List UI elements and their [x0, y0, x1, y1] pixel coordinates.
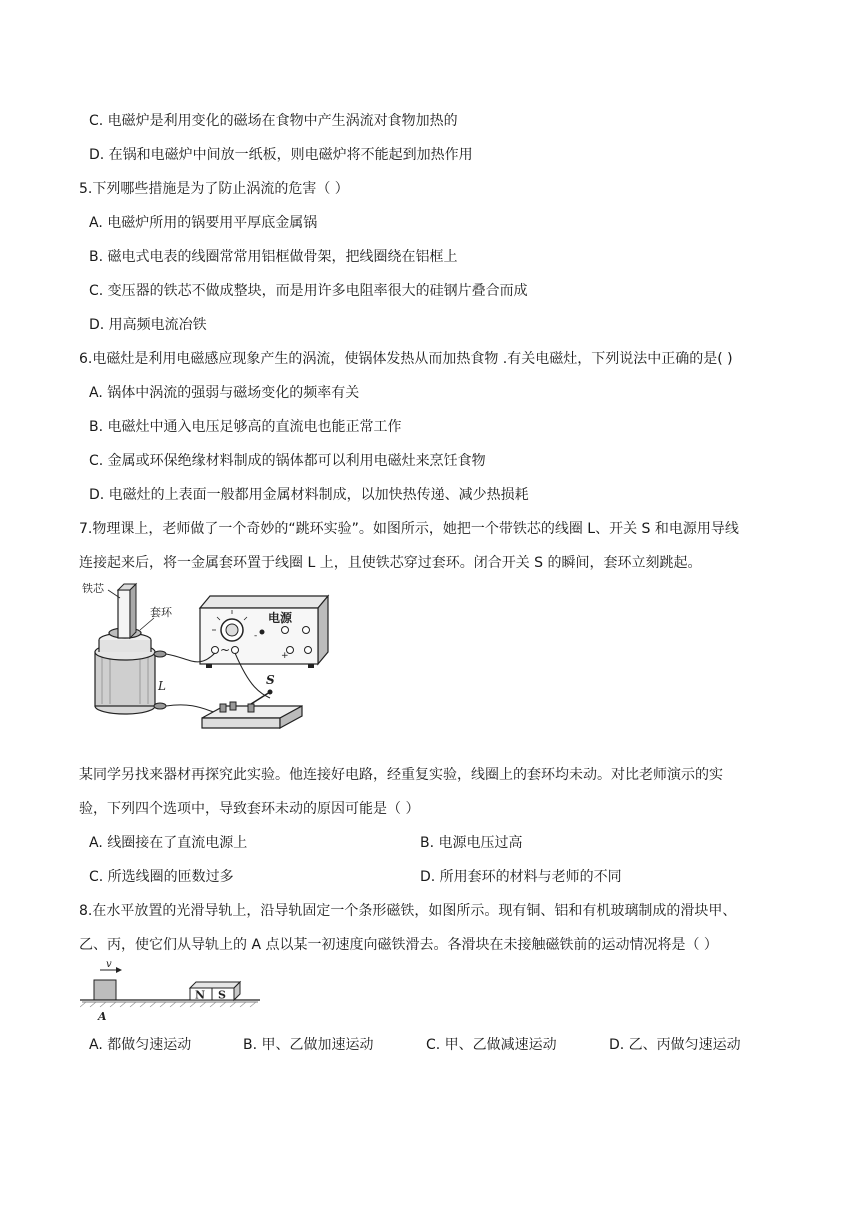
jumping-ring-diagram	[80, 578, 350, 738]
q5-option-c: C. 变压器的铁芯不做成整块，而是用许多电阻率很大的硅钢片叠合而成	[89, 283, 528, 299]
q7-stem-line2: 连接起来后，将一金属套环置于线圈 L 上，且使铁芯穿过套环。闭合开关 S 的瞬间，套环立刻跳起。	[79, 555, 702, 571]
q5-option-a: A. 电磁炉所用的锅要用平厚底金属锅	[89, 215, 318, 231]
label-velocity-v: v	[106, 960, 112, 970]
label-ac-symbol: ~	[220, 643, 231, 657]
q8-option-d: D. 乙、丙做匀速运动	[609, 1037, 741, 1053]
label-south-pole: S	[218, 988, 226, 1002]
label-minus: -	[254, 631, 258, 641]
q5-option-b: B. 磁电式电表的线圈常常用铝框做骨架，把线圈绕在铝框上	[89, 249, 458, 265]
magnet-track-diagram	[80, 960, 270, 1022]
label-ring: 套环	[150, 606, 172, 619]
q5-stem: 5.下列哪些措施是为了防止涡流的危害（ ）	[79, 181, 349, 197]
label-plus: +	[281, 651, 289, 661]
q7-option-a: A. 线圈接在了直流电源上	[89, 835, 248, 851]
q7-option-d: D. 所用套环的材料与老师的不同	[420, 869, 622, 885]
q7-option-b: B. 电源电压过高	[420, 835, 523, 851]
label-switch-s: S	[266, 673, 275, 687]
q4-option-d: D. 在锅和电磁炉中间放一纸板，则电磁炉将不能起到加热作用	[89, 147, 473, 163]
label-north-pole: N	[195, 988, 206, 1002]
q7-after-line1: 某同学另找来器材再探究此实验。他连接好电路，经重复实验，线圈上的套环均未动。对比老师演示的实	[79, 767, 723, 783]
q5-option-d: D. 用高频电流冶铁	[89, 317, 207, 333]
q8-stem-line2: 乙、丙，使它们从导轨上的 A 点以某一初速度向磁铁滑去。各滑块在未接触磁铁前的运动情况将是（ ）	[79, 937, 718, 953]
q7-after-line2: 验，下列四个选项中，导致套环未动的原因可能是（ ）	[79, 801, 420, 817]
q6-option-b: B. 电磁灶中通入电压足够高的直流电也能正常工作	[89, 419, 402, 435]
q8-option-a: A. 都做匀速运动	[89, 1037, 192, 1053]
q6-option-c: C. 金属或环保绝缘材料制成的锅体都可以利用电磁灶来烹饪食物	[89, 453, 486, 469]
q4-option-c: C. 电磁炉是利用变化的磁场在食物中产生涡流对食物加热的	[89, 113, 458, 129]
label-power-supply: 电源	[268, 611, 293, 625]
q6-option-a: A. 锅体中涡流的强弱与磁场变化的频率有关	[89, 385, 360, 401]
q8-option-c: C. 甲、乙做减速运动	[426, 1037, 557, 1053]
label-point-a: A	[98, 1010, 107, 1022]
q7-option-c: C. 所选线圈的匝数过多	[89, 869, 234, 885]
magnet-track-figure	[80, 960, 270, 1022]
q8-stem-line1: 8.在水平放置的光滑导轨上，沿导轨固定一个条形磁铁，如图所示。现有铜、铝和有机玻璃制成的滑块甲、	[79, 903, 737, 919]
label-coil-l: L	[158, 679, 166, 693]
jumping-ring-apparatus-figure	[80, 578, 350, 738]
label-iron-core: 铁芯	[82, 582, 104, 595]
q6-stem: 6.电磁灶是利用电磁感应现象产生的涡流，使锅体发热从而加热食物 .有关电磁灶，下列说法中正确的是( )	[79, 351, 733, 367]
q6-option-d: D. 电磁灶的上表面一般都用金属材料制成，以加快热传递、减少热损耗	[89, 487, 529, 503]
q8-option-b: B. 甲、乙做加速运动	[243, 1037, 374, 1053]
q7-stem-line1: 7.物理课上，老师做了一个奇妙的“跳环实验”。如图所示，她把一个带铁芯的线圈 L、开关 S 和电源用导线	[79, 521, 739, 537]
